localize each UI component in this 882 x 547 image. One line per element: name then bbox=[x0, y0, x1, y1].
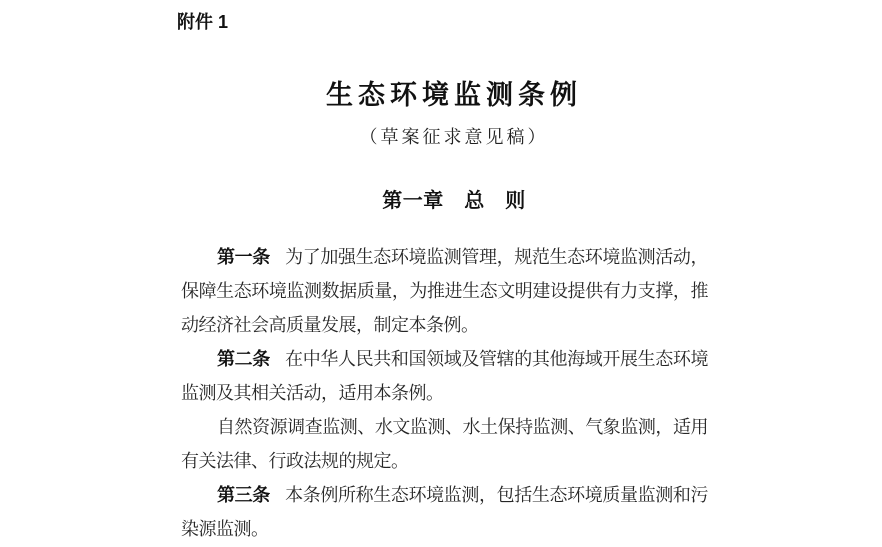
paragraph bbox=[181, 240, 708, 342]
paragraph bbox=[181, 410, 708, 478]
chapter-heading: 第一章 总 则 bbox=[382, 190, 526, 212]
paragraph bbox=[181, 342, 708, 410]
paragraph-text: 为了加强生态环境监测管理，规范生态环境监测活动，保障生态环境监测数据质量，为推进生态文明建设提供有力支撑，推动经济社会高质量发展，制定本条例。 bbox=[181, 247, 709, 335]
article-number: 第二条 bbox=[217, 349, 270, 369]
paragraph-text: 本条例所称生态环境监测，包括生态环境质量监测和污染源监测。 bbox=[181, 485, 709, 539]
paragraph-text: 自然资源调查监测、水文监测、水土保持监测、气象监测，适用有关法律、行政法规的规定。 bbox=[181, 417, 708, 471]
document-subtitle: （草案征求意见稿） bbox=[359, 127, 549, 147]
document-body bbox=[181, 240, 708, 546]
article-number: 第三条 bbox=[217, 485, 270, 505]
paragraph bbox=[181, 478, 708, 546]
article-number: 第一条 bbox=[217, 247, 270, 267]
paragraph-text: 在中华人民共和国领域及管辖的其他海域开展生态环境监测及其相关活动，适用本条例。 bbox=[181, 349, 709, 403]
document-title: 生态环境监测条例 bbox=[326, 80, 582, 110]
attachment-label: 附件 1 bbox=[177, 12, 229, 32]
